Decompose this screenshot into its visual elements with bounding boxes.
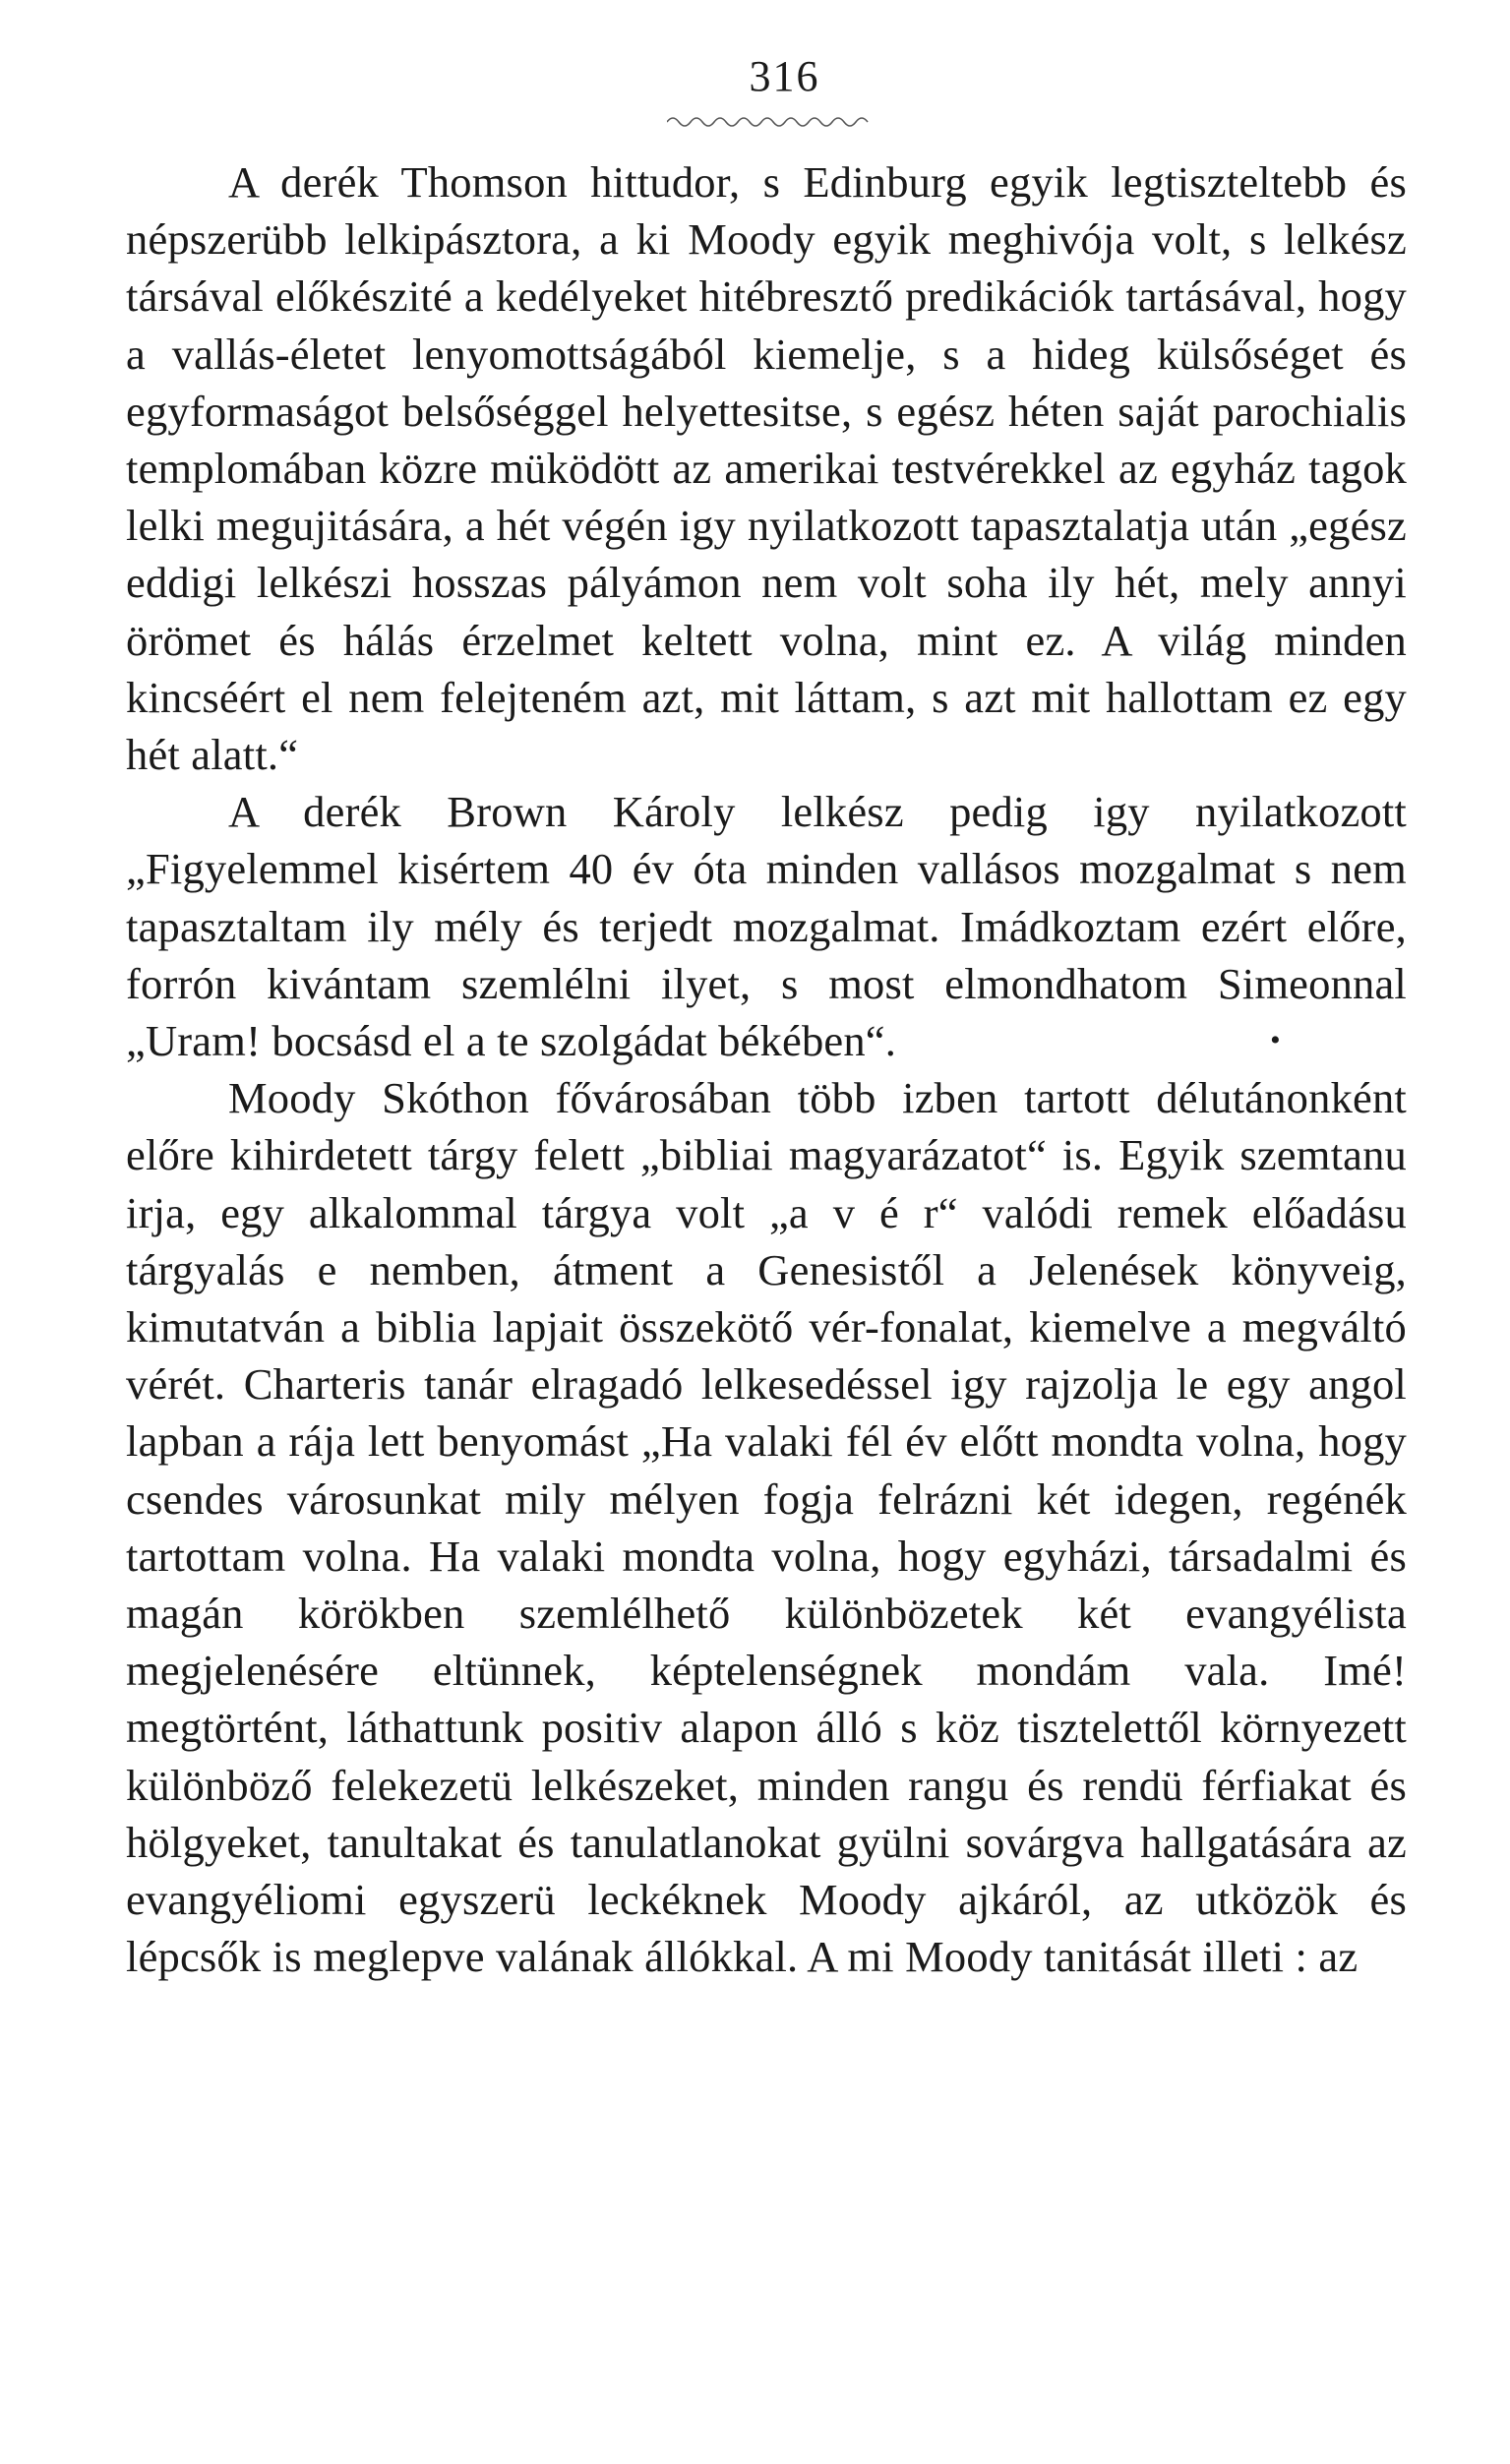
page-number: 316 [749,52,820,100]
paragraph-thomson: A derék Thomson hittudor, s Edinburg egyik legtiszteltebb és népszerübb lelkipásztora, a ki Moody egyik meghivója volt, s lelkész társával előkészité a kedélyeket hitébresztő predikációk tartásával, hogy a vallás-életet lenyomottságából kiemelje, s a hideg külsőséget és egyformaságot belsőséggel helyettesitse, s egész héten saját parochialis templomában közre müködött az amerikai testvérekkel az egyház tagok lelki megujitására, a hét végén igy nyilatkozott tapasztalatja után „egész eddigi lelkészi hosszas pályámon nem volt soha ily hét, mely annyi örömet és hálás érzelmet keltett volna, mint ez. A világ minden kincséért el nem felejteném azt, mit láttam, s azt mit hallottam ez egy hét alatt.“ [126,157,1407,780]
decorative-rule-ornament [667,110,874,130]
paragraph-brown-text: A derék Brown Károly lelkész pedig igy nyilatkozott „Figyelemmel kisértem 40 év óta minden vallásos mozgalmat s nem tapasztaltam ily mély és terjedt mozgalmat. Imádkoztam ezért előre, forrón kivántam szemlélni ilyet, s most elmondhatom Simeonnal „Uram! bocsásd el a te szolgádat békében“. [126,787,1407,1066]
paragraph-moody: Moody Skóthon fővárosában több izben tartott délutánonként előre kihirdetett tárgy felett „bibliai magyarázatot“ is. Egyik szemtanu irja, egy alkalommal tárgya volt „a v é r“ valódi remek előadásu tárgyalás e nemben, átment a Genesistől a Jelenések könyveig, kimutatván a biblia lapjait összekötő vér-fonalat, kiemelve a megváltó vérét. Charteris tanár elragadó lelkesedéssel igy rajzolja le egy angol lapban a rája lett benyomást „Ha valaki fél év előtt mondta volna, hogy csendes városunkat mily mélyen fogja felrázni két idegen, regénék tartottam volna. Ha valaki mondta volna, hogy egyházi, társadalmi és magán körökben szemlélhető különbözetek két evangyélista megjelenésére eltünnek, képtelenségnek mondám vala. Imé! megtörtént, láthattunk positiv alapon álló s köz tisztelettől környezett különböző felekezetü lelkészeket, minden rangu és rendü férfiakat és hölgyeket, tanultakat és tanulatlanokat gyülni sovárgva hallgatására az evangyéliomi egyszerü leckéknek Moody ajkáról, az utközök és lépcsők is meglepve valának állókkal. A mi Moody tanitását illeti : az [126,1073,1407,1982]
paragraph-brown [126,783,1407,1069]
body-text [126,153,1407,1986]
marginal-mark: • [1270,1024,1281,1057]
